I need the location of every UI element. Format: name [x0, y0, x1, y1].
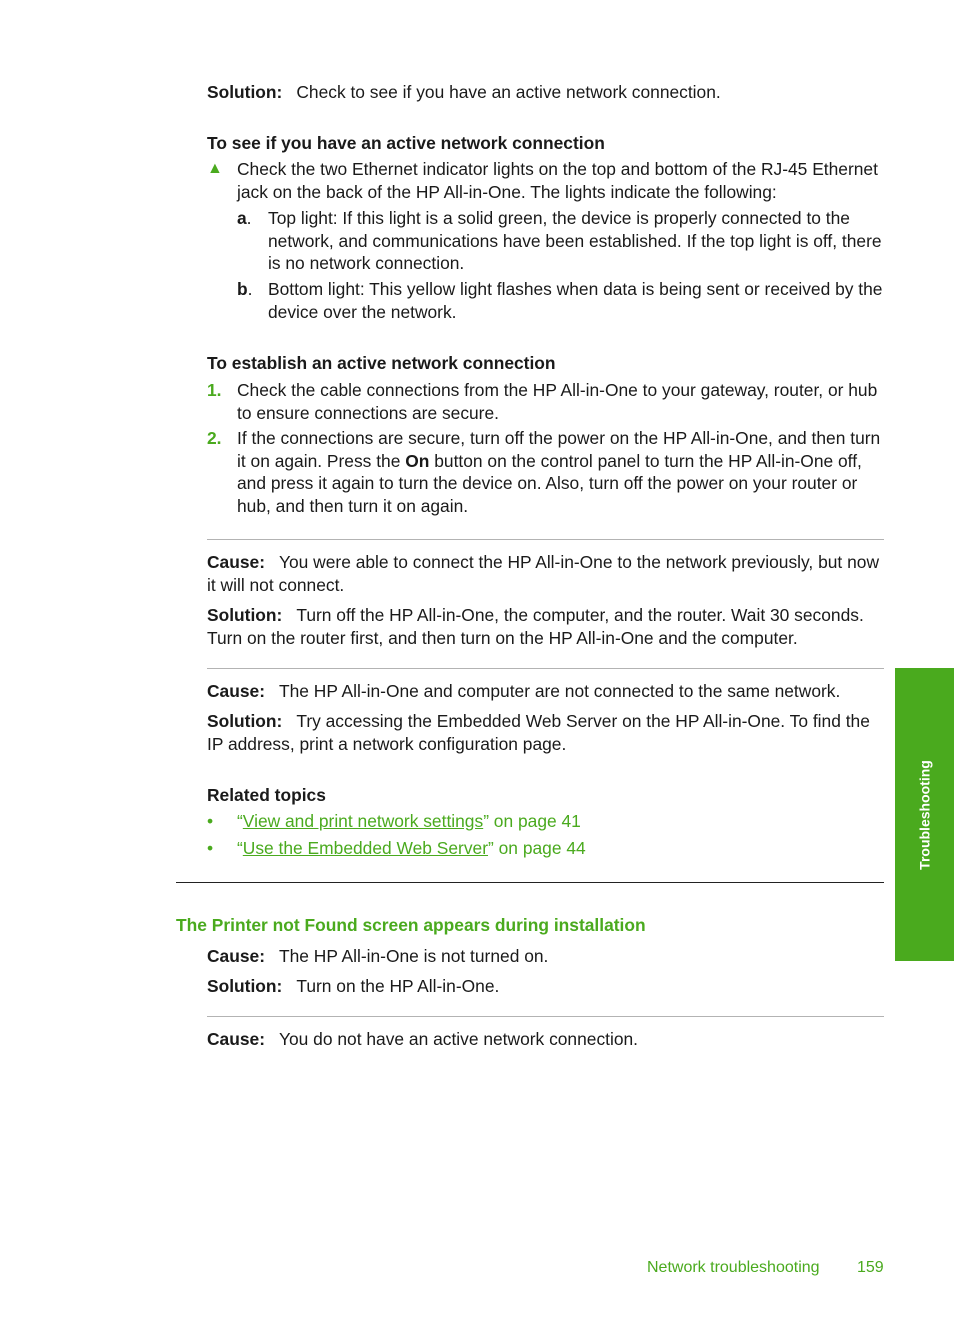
- step-text-2: If the connections are secure, turn off the power on the HP All-in-One, and then turn it on again. Press the On button on the control panel to turn the HP All-in-One off, and press it again to turn the device on. Also, turn off the power on your router or hub, and then turn it on again.: [237, 428, 881, 516]
- solution-label: Solution:: [207, 82, 283, 102]
- cause-block-3: Cause: You were able to connect the HP All-in-One to the network previously, but now it will not connect.: [207, 552, 880, 595]
- item-text-a: Top light: If this light is a solid green, the device is properly connected to the network, and communications have been established. If the top light is off, there is no network connection.: [268, 208, 882, 274]
- cause-section-1: Cause: The HP All-in-One is not turned on.: [207, 946, 549, 966]
- solution-block-4: Solution: Try accessing the Embedded Web Server on the HP All-in-One. To find the IP address, print a network configuration page.: [207, 711, 870, 754]
- troubleshooting-side-tab: [895, 668, 954, 961]
- step-text-1: Check the cable connections from the HP All-in-One to your gateway, router, or hub to ensure connections are secure.: [237, 380, 878, 423]
- page-number: 159: [857, 1259, 884, 1276]
- item-text-b: Bottom light: This yellow light flashes when data is being sent or received by the device over the network.: [268, 279, 883, 322]
- step-check-lights: Check the two Ethernet indicator lights on the top and bottom of the RJ-45 Ethernet jack on the back of the HP All-in-One. The lights indicate the following:: [237, 159, 878, 202]
- divider: [207, 1016, 884, 1017]
- item-letter-a: a.: [237, 208, 252, 228]
- solution-line-1: [207, 81, 887, 104]
- related-link-embedded-web-server[interactable]: “Use the Embedded Web Server” on page 44: [237, 838, 586, 858]
- cause-section-2: Cause: You do not have an active network connection.: [207, 1029, 639, 1049]
- solution-section-1: Solution: Turn on the HP All-in-One.: [207, 976, 500, 996]
- heading-active-connection: To see if you have an active network connection: [207, 133, 605, 153]
- side-tab-label: Troubleshooting: [916, 759, 933, 870]
- bullet-icon: •: [207, 811, 214, 831]
- divider: [207, 668, 884, 669]
- bullet-icon: •: [207, 838, 214, 858]
- on-button-label: On: [405, 450, 430, 471]
- related-topics-heading: Related topics: [207, 785, 326, 805]
- step-number-1: 1.: [207, 380, 222, 400]
- section-title: The Printer not Found screen appears during installation: [176, 915, 646, 935]
- solution-block-3: Solution: Turn off the HP All-in-One, the computer, and the router. Wait 30 seconds. Turn on the router first, and then turn on the HP All-in-One and the computer.: [207, 605, 864, 648]
- solution-text: Check to see if you have an active network connection.: [296, 82, 721, 102]
- triangle-up-icon: ▲: [207, 160, 223, 177]
- footer-section: Network troubleshooting: [647, 1259, 820, 1276]
- section-divider: [176, 882, 884, 883]
- heading-establish-connection: To establish an active network connection: [207, 353, 556, 373]
- divider: [207, 539, 884, 540]
- step-number-2: 2.: [207, 428, 222, 448]
- item-letter-b: b.: [237, 279, 253, 299]
- related-link-view-print-settings[interactable]: “View and print network settings” on page 41: [237, 811, 581, 831]
- cause-block-4: Cause: The HP All-in-One and computer are not connected to the same network.: [207, 681, 841, 701]
